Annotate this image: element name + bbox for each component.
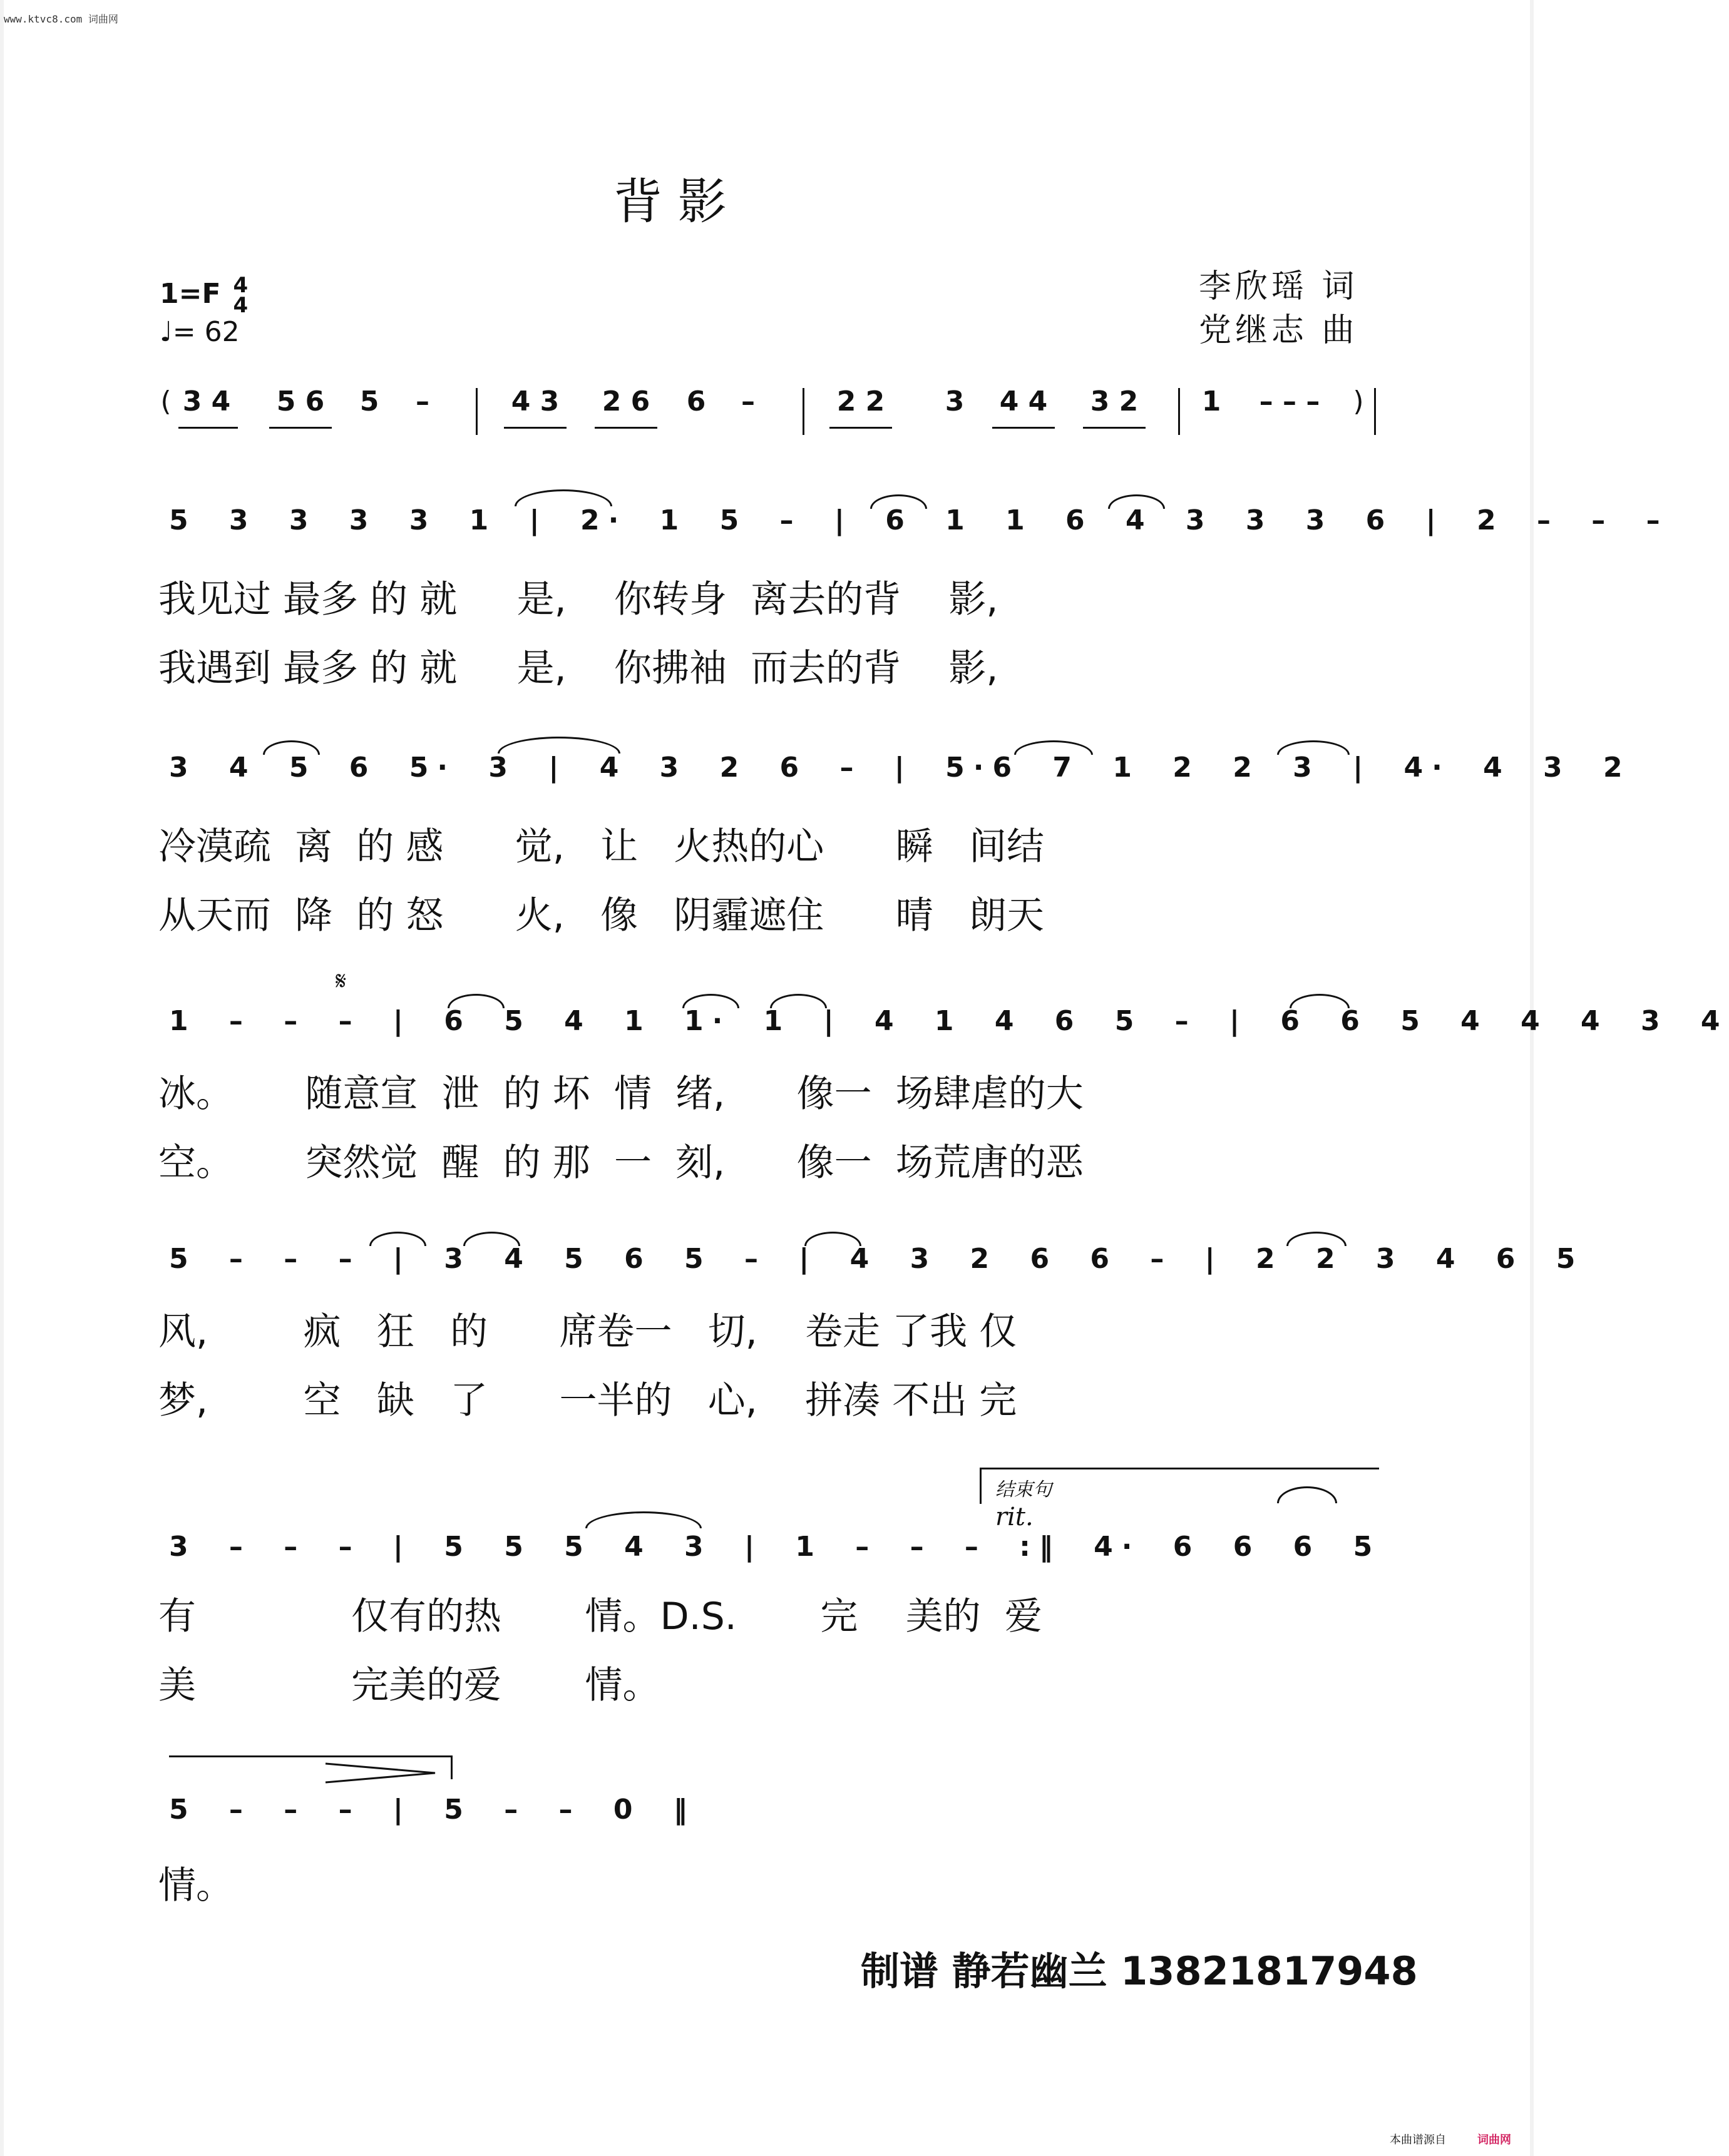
tie [263, 740, 320, 755]
barline [1178, 388, 1180, 435]
time-sig-bottom: 4 [233, 293, 249, 318]
tie [682, 994, 739, 1008]
rit-mark: rit. [995, 1503, 1034, 1531]
notes-line: 5 3 3 3 3 1 | 2· 1 5 – | 6 1 1 6 4 3 3 3 6 | 2 – – – [169, 504, 1669, 536]
underline [1083, 427, 1146, 429]
ending-label: 结束句 [995, 1479, 1052, 1501]
note-group: 3 4 [182, 386, 231, 417]
note: 3 [945, 386, 965, 417]
note: 5 [359, 386, 379, 417]
tie [770, 994, 827, 1008]
tie [804, 1232, 861, 1246]
lyric-verse-1: 我见过 最多 的 就 是, 你转身 离去的背 影, [158, 578, 998, 621]
lyric-verse-2: 我遇到 最多 的 就 是, 你拂袖 而去的背 影, [158, 646, 998, 690]
paren-close: ) [1353, 386, 1364, 417]
underline [178, 427, 238, 429]
notes-line: 3 – – – | 5 5 5 4 3 | 1 – – – :‖ 4· 6 6 6 5 [169, 1531, 1382, 1563]
dashes: – – – [1259, 386, 1320, 417]
slur-line [169, 1755, 451, 1757]
lyric-verse-2: 梦, 空 缺 了 一半的 心, 拼凑 不出 完 [158, 1379, 1017, 1423]
score-system-3 [0, 967, 1729, 1185]
tie [463, 1232, 520, 1246]
tie [515, 489, 612, 506]
dash: – [416, 386, 429, 417]
lyricist-credit: 李欣瑶 词 [1199, 268, 1358, 305]
note-group: 4 3 [511, 386, 560, 417]
note-group: 4 4 [999, 386, 1048, 417]
decrescendo-mark [326, 1760, 438, 1786]
dash: – [741, 386, 755, 417]
bottom-logo[interactable]: 词曲网 [1477, 2133, 1511, 2147]
intro-system [0, 388, 1534, 451]
notes-line: 5 – – – | 3 4 5 6 5 – | 4 3 2 6 6 – | 2 2 3 4 6 5 [169, 1243, 1584, 1275]
lyric-verse-1: 冷漠疏 离 的 感 觉, 让 火热的心 瞬 间结 [158, 825, 1044, 869]
time-sig-top: 4 [233, 273, 249, 298]
note-group: 5 6 [276, 386, 325, 417]
underline [504, 427, 567, 429]
tie [369, 1232, 426, 1246]
note: 6 [686, 386, 706, 417]
page-title: 背 影 [613, 174, 727, 230]
key-signature: 1=F 4 4 [160, 273, 249, 318]
tie [1277, 740, 1350, 755]
tie [585, 1511, 702, 1528]
score-system-1 [0, 504, 1669, 690]
notes-line: 3 4 5 6 5· 3 | 4 3 2 6 – | 5·6 7 1 2 2 3 | 4· 4 3 2 [169, 752, 1631, 784]
underline [269, 427, 332, 429]
tie [448, 994, 505, 1008]
underline [829, 427, 892, 429]
lyric-verse-2: 从天而 降 的 怒 火, 像 阴霾遮住 晴 朗天 [158, 894, 1044, 938]
barline [476, 388, 478, 435]
tie [1108, 494, 1165, 509]
lyric-verse-1: 冰。 随意宣 泄 的 坏 情 绪, 像一 场肆虐的大 [158, 1072, 1084, 1116]
composer-credit: 党继志 曲 [1199, 312, 1358, 349]
slur-end [451, 1755, 453, 1779]
barline [803, 388, 804, 435]
barline [1374, 388, 1376, 435]
lyric-verse-1: 有 仅有的热 情。D.S. 完 美的 爱 [158, 1595, 1042, 1638]
arranger-credit: 制谱 静若幽兰 13821817948 [861, 1948, 1418, 1994]
underline [595, 427, 657, 429]
bottom-source-label: 本曲谱源自 [1390, 2133, 1446, 2147]
source-label[interactable]: www.ktvc8.com 词曲网 [4, 13, 118, 25]
score-system-4 [0, 1243, 1584, 1423]
tie [1290, 994, 1350, 1008]
tie [498, 737, 620, 754]
lyric-verse-1: 情。 [158, 1864, 233, 1908]
lyric-verse-2: 美 完美的爱 情。 [158, 1663, 660, 1707]
tie [1286, 1232, 1347, 1246]
lyric-verse-1: 风, 疯 狂 的 席卷一 切, 卷走 了我 仅 [158, 1310, 1017, 1354]
score-system-5 [0, 1468, 1534, 1730]
segno-sign: 𝄋 [336, 967, 347, 996]
note: 1 [1201, 386, 1221, 417]
score-system-2 [0, 752, 1631, 938]
note-group: 2 6 [602, 386, 650, 417]
tie [870, 494, 927, 509]
tie [1014, 740, 1093, 755]
notes-line: 1 – – – | 6 5 4 1 1· 1 | 4 1 4 6 5 – | 6 6 5 4 4 4 3 4 [169, 1005, 1729, 1037]
lyric-verse-2: 空。 突然觉 醒 的 那 一 刻, 像一 场荒唐的恶 [158, 1141, 1084, 1185]
note-group: 2 2 [836, 386, 885, 417]
note-group: 3 2 [1090, 386, 1139, 417]
tempo-mark: ♩= 62 [160, 316, 240, 348]
score-system-6 [0, 1749, 1534, 1912]
underline [992, 427, 1055, 429]
notes-line: 5 – – – | 5 – – 0 ‖ [169, 1794, 696, 1826]
paren-open: ( [160, 386, 172, 417]
